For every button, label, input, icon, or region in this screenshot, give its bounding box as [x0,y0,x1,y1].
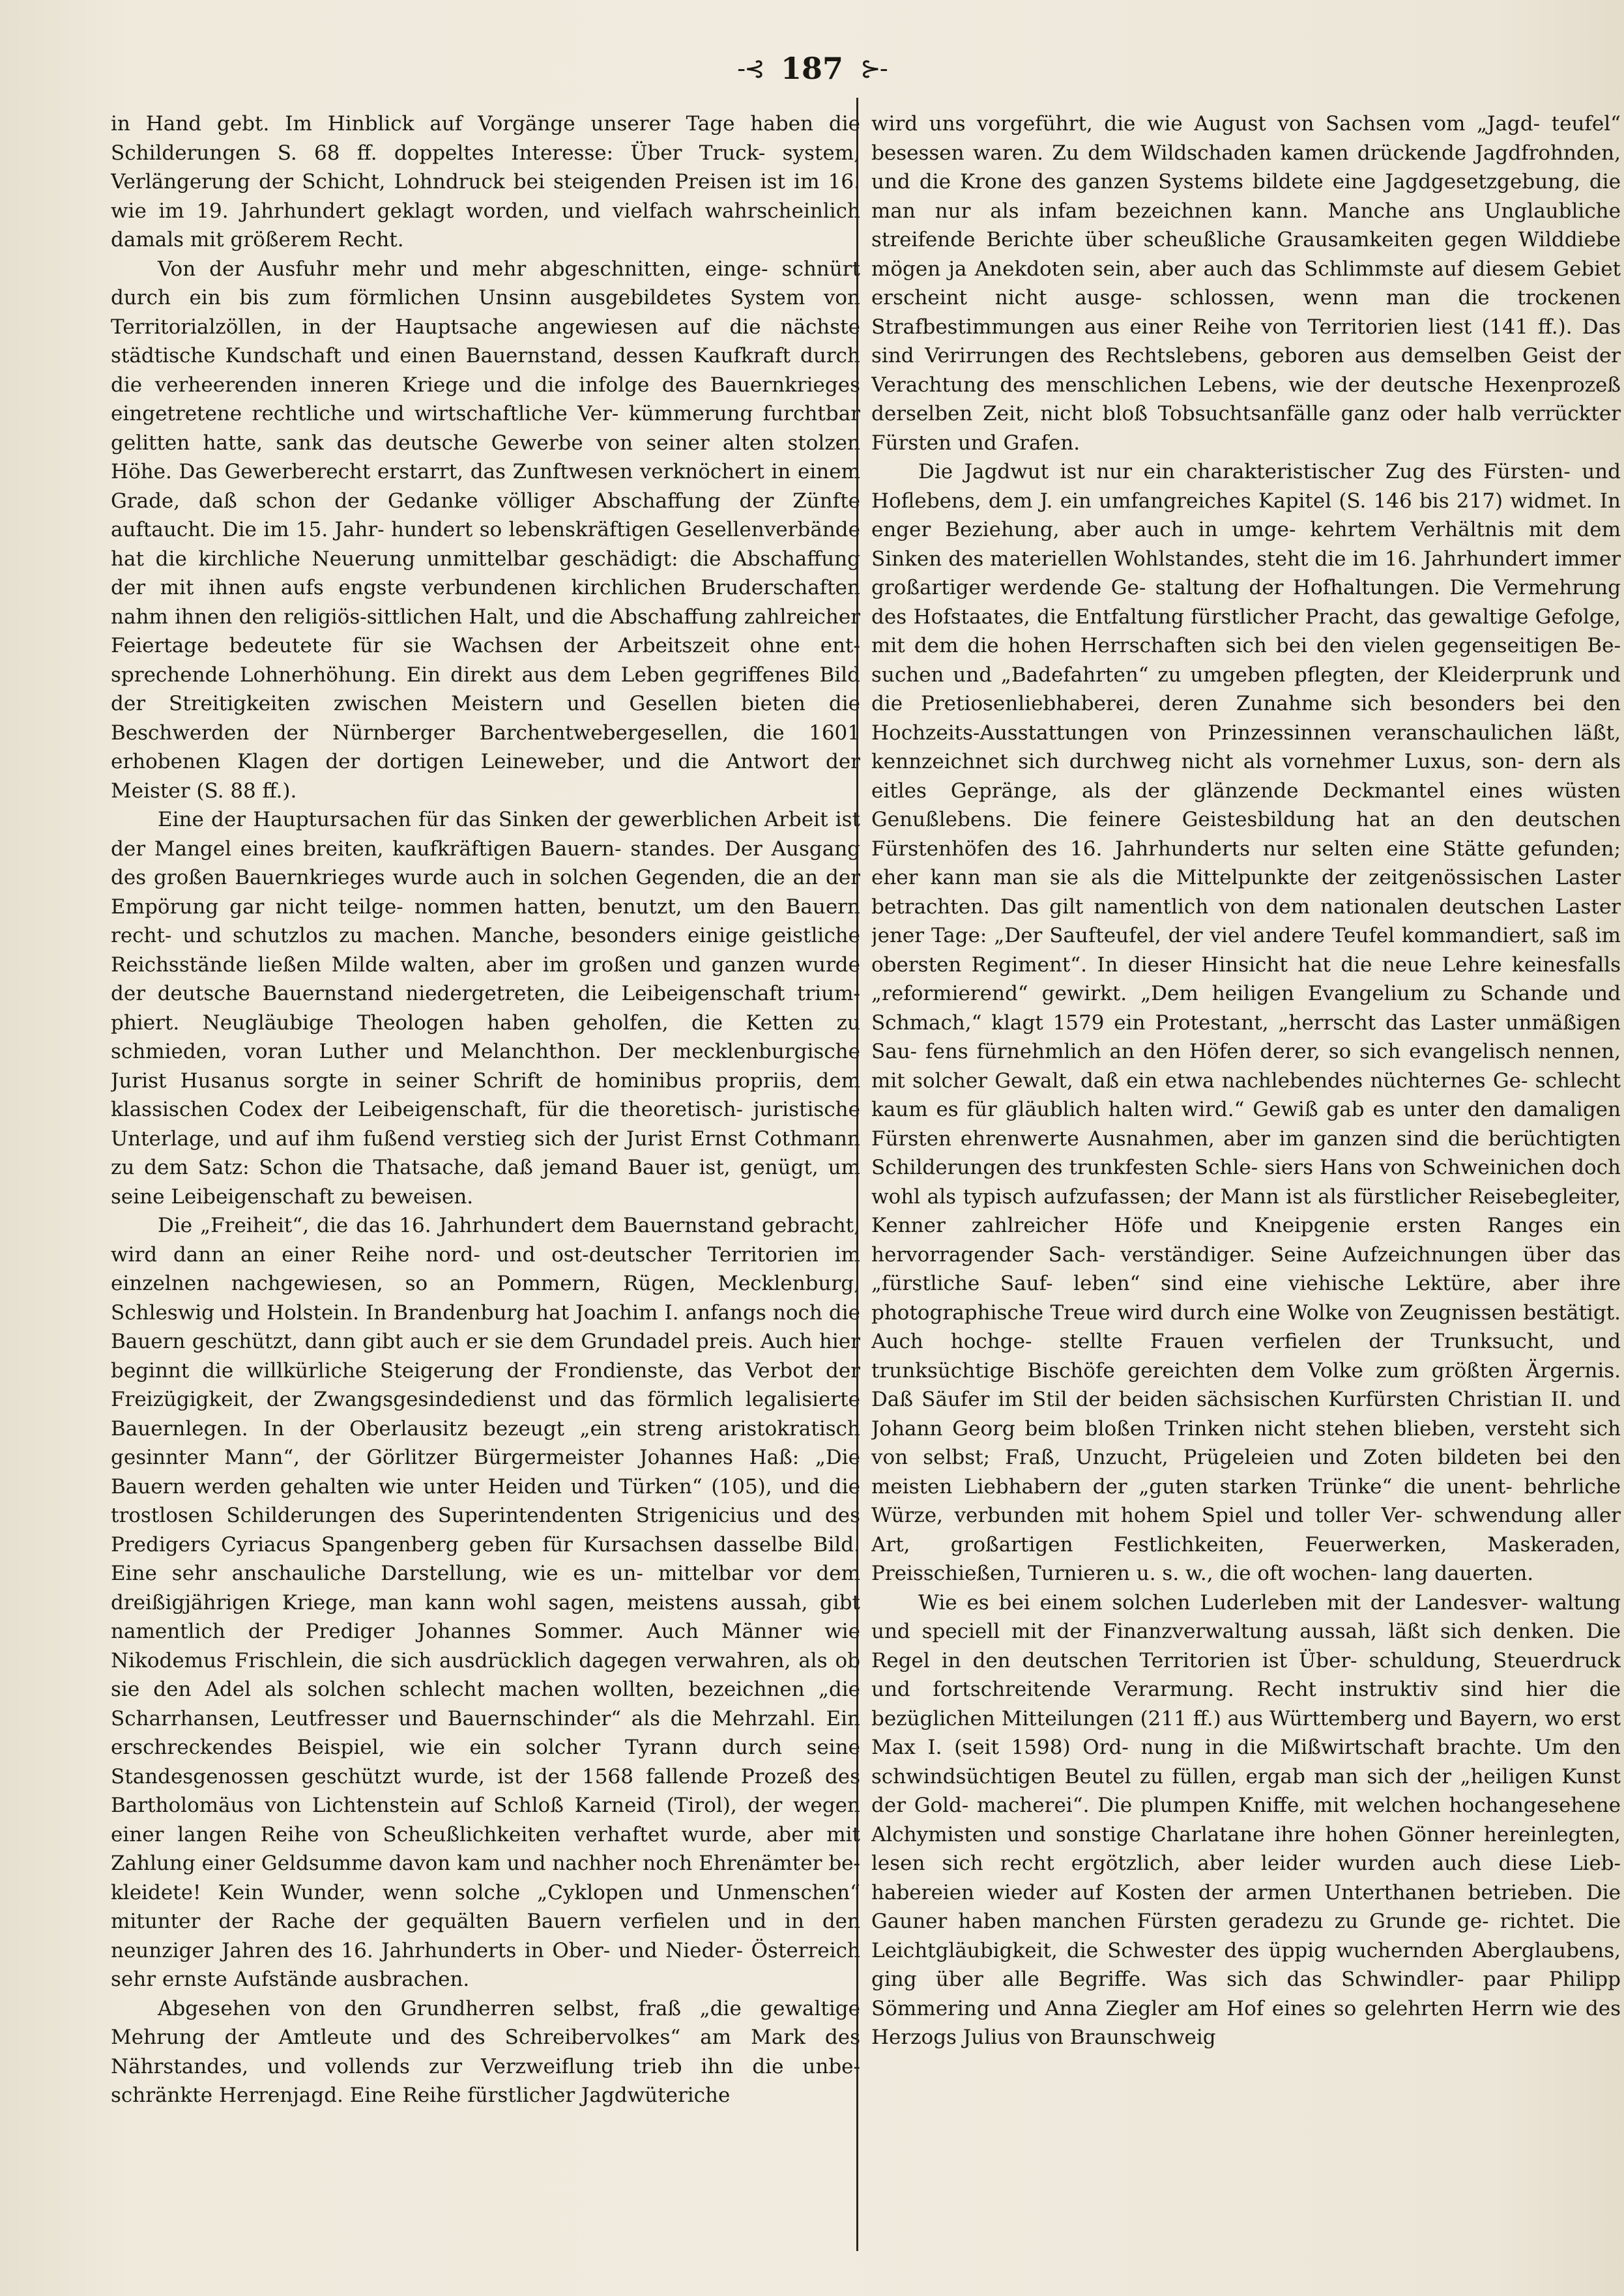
right-paragraph-2: Die Jagdwut ist nur ein charakteristischer Zug des Fürsten- und Hoflebens, dem J. ein umfangreiches Kapitel (S. 146 bis 217) widmet. In enger Beziehung, aber auch in umge- kehrtem Verhältnis mit dem Sinken des materiellen Wohlstandes, steht die im 16. Jahrhundert immer großartiger werdende Ge- staltung der Hofhaltungen. Die Vermehrung des Hofstaates, die Entfaltung fürstlicher Pracht, das gewaltige Gefolge, mit dem die hohen Herrschaften sich bei den vielen gegenseitigen Be- suchen und „Badefahrten“ zu umgeben pflegten, der Kleiderprunk und die Pretiosenliebhaberei, deren Zunahme sich besonders bei den Hochzeits-Ausstattungen von Prinzessinnen veranschaulichen läßt, kennzeichnet sich durchweg nicht als vornehmer Luxus, son- dern als eitles Gepränge, als der glänzende Deckmantel eines wüsten Genußlebens. Die feinere Geistesbildung hat an den deutschen Fürstenhöfen des 16. Jahrhunderts nur selten eine Stätte gefunden; eher kann man sie als die Mittelpunkte der zeitgenössischen Laster betrachten. Das gilt namentlich von dem nationalen deutschen Laster jener Tage: „Der Saufteufel, der viel andere Teufel kommandiert, saß im obersten Regiment“. In dieser Hinsicht hat die neue Lehre keinesfalls „reformierend“ gewirkt. „Dem heiligen Evangelium zu Schande und Schmach,“ klagt 1579 ein Protestant, „herrscht das Laster unmäßigen Sau- fens fürnehmlich an den Höfen derer, so sich evangelisch nennen, mit solcher Gewalt, daß ein etwa nachlebendes nüchternes Ge- schlecht kaum es für gläublich halten wird.“ Gewiß gab es unter den damaligen Fürsten ehrenwerte Ausnahmen, aber im ganzen sind die berüchtigten Schilderungen des trunkfesten Schle- siers Hans von Schweinichen doch wohl als typisch aufzufassen; der Mann ist als fürstlicher Reisebegleiter, Kenner zahlreicher Höfe und Kneipgenie ersten Ranges ein hervorragender Sach- verständiger. Seine Aufzeichnungen über das „fürstliche Sauf- leben“ sind eine viehische Lektüre, aber ihre photographische Treue wird durch eine Wolke von Zeugnissen bestätigt. Auch hochge- stellte Frauen verfielen der Trunksucht, und trunksüchtige Bischöfe gereichten dem Volke zum größten Ärgernis. Daß Säufer im Stil der beiden sächsischen Kurfürsten Christian II. und Johann Georg beim bloßen Trinken nicht stehen blieben, versteht sich von selbst; Fraß, Unzucht, Prügeleien und Zoten bildeten bei den meisten Liebhabern der „guten starken Trünke“ die unent- behrliche Würze, verbunden mit hohem Spiel und toller Ver- schwendung aller Art, großartigen Festlichkeiten, Feuerwerken, Maskeraden, Preisschießen, Turnieren u. s. w., die oft wochen- lang dauerten. [871,460,1621,1585]
right-paragraph-3: Wie es bei einem solchen Luderleben mit der Landesver- waltung und speciell mit der Finanzverwaltung aussah, läßt sich denken. Die Regel in den deutschen Territorien ist Über- schuldung, Steuerdruck und fortschreitende Verarmung. Recht instruktiv sind hier die bezüglichen Mitteilungen (211 ff.) aus Württemberg und Bayern, wo erst Max I. (seit 1598) Ord- nung in die Mißwirtschaft brachte. Um den schwindsüchtigen Beutel zu füllen, ergab man sich der „heiligen Kunst der Gold- macherei“. Die plumpen Kniffe, mit welchen hochangesehene Alchymisten und sonstige Charlatane ihre hohen Gönner hereinlegten, lesen sich recht ergötzlich, aber leider wurden auch diese Lieb- habereien wieder auf Kosten der armen Unterthanen betrieben. Die Gauner haben manchen Fürsten geradezu zu Grunde ge- richtet. Die Leichtgläubigkeit, die Schwester des üppig wuchernden Aberglaubens, ging über alle Begriffe. Was sich das Schwindler- paar Philipp Sömmering und Anna Ziegler am Hof eines so gelehrten Herrn wie des Herzogs Julius von Braunschweig [871,1590,1621,2049]
page-number: 187 [780,51,844,86]
left-column [111,109,860,2253]
left-paragraph-2: Von der Ausfuhr mehr und mehr abgeschnitten, einge- schnürt durch ein bis zum förmlichen Unsinn ausgebildetes System von Territorialzöllen, in der Hauptsache angewiesen auf die nächste städtische Kundschaft und einen Bauernstand, dessen Kaufkraft durch die verheerenden inneren Kriege und die infolge des Bauernkrieges eingetretene rechtliche und wirtschaftliche Ver- kümmerung furchtbar gelitten hatte, sank das deutsche Gewerbe von seiner alten stolzen Höhe. Das Gewerberecht erstarrt, das Zunftwesen verknöchert in einem Grade, daß schon der Gedanke völliger Abschaffung der Zünfte auftaucht. Die im 15. Jahr- hundert so lebenskräftigen Gesellenverbände hat die kirchliche Neuerung unmittelbar geschädigt: die Abschaffung der mit ihnen aufs engste verbundenen kirchlichen Bruderschaften nahm ihnen den religiös-sittlichen Halt, und die Abschaffung zahlreicher Feiertage bedeutete für sie Wachsen der Arbeitszeit ohne ent- sprechende Lohnerhöhung. Ein direkt aus dem Leben gegriffenes Bild der Streitigkeiten zwischen Meistern und Gesellen bieten die Beschwerden der Nürnberger Barchentwebergesellen, die 1601 erhobenen Klagen der dortigen Leineweber, und die Antwort der Meister (S. 88 ff.). [111,257,860,803]
right-paragraph-1: wird uns vorgeführt, die wie August von Sachsen vom „Jagd- teufel“ besessen waren. Zu dem Wildschaden kamen drückende Jagdfrohnden, und die Krone des ganzen Systems bildete eine Jagdgesetzgebung, die man nur als infam bezeichnen kann. Manche ans Unglaubliche streifende Berichte über scheußliche Grausamkeiten gegen Wilddiebe mögen ja Anekdoten sein, aber auch das Schlimmste auf diesem Gebiet erscheint nicht ausge- schlossen, wenn man die trockenen Strafbestimmungen aus einer Reihe von Territorien liest (141 ff.). Das sind Verirrungen des Rechtslebens, geboren aus demselben Geist der Verachtung des menschlichen Lebens, wie der deutsche Hexenprozeß derselben Zeit, nicht bloß Tobsuchtsanfälle ganz oder halb verrückter Fürsten und Grafen. [871,112,1621,455]
page-header [0,39,1624,98]
ornament-right: ⊱- [860,54,887,83]
right-column [871,109,1621,2253]
left-paragraph-5: Abgesehen von den Grundherren selbst, fraß „die gewaltige Mehrung der Amtleute und des Schreibervolkes“ am Mark des Nährstandes, und vollends zur Verzweiflung trieb ihn die unbe- schränkte Herrenjagd. Eine Reihe fürstlicher Jagdwüteriche [111,1996,860,2107]
ornament-left: -⊰ [737,54,764,83]
left-paragraph-4: Die „Freiheit“, die das 16. Jahrhundert dem Bauernstand gebracht, wird dann an einer Reihe nord- und ost-deutscher Territorien im einzelnen nachgewiesen, so an Pommern, Rügen, Mecklenburg, Schleswig und Holstein. In Brandenburg hat Joachim I. anfangs noch die Bauern geschützt, dann gibt auch er sie dem Grundadel preis. Auch hier beginnt die willkürliche Steigerung der Frondienste, das Verbot der Freizügigkeit, der Zwangsgesindedienst und das förmlich legalisierte Bauernlegen. In der Oberlausitz bezeugt „ein streng aristokratisch gesinnter Mann“, der Görlitzer Bürgermeister Johannes Haß: „Die Bauern werden gehalten wie unter Heiden und Türken“ (105), und die trostlosen Schilderungen des Superintendenten Strigenicius und des Predigers Cyriacus Spangenberg geben für Kursachsen dasselbe Bild. Eine sehr anschauliche Darstellung, wie es un- mittelbar vor dem dreißigjährigen Kriege, man kann wohl sagen, meistens aussah, gibt namentlich der Prediger Johannes Sommer. Auch Männer wie Nikodemus Frischlein, die sich ausdrücklich dagegen verwahren, als ob sie den Adel als solchen schlecht machen wollten, bezeichnen „die Scharrhansen, Leutfresser und Bauernschinder“ als die Mehrzahl. Ein erschreckendes Beispiel, wie ein solcher Tyrann durch seine Standesgenossen geschützt wurde, ist der 1568 fallende Prozeß des Bartholomäus von Lichtenstein auf Schloß Karneid (Tirol), der wegen einer langen Reihe von Scheußlichkeiten verhaftet wurde, aber mit Zahlung einer Geldsumme davon kam und nachher noch Ehrenämter be- kleidete! Kein Wunder, wenn solche „Cyklopen und Unmenschen“ mitunter der Rache der gequälten Bauern verfielen und in den neunziger Jahren des 16. Jahrhunderts in Ober- und Nieder- Österreich sehr ernste Aufstände ausbrachen. [111,1214,860,1991]
left-paragraph-1: in Hand gebt. Im Hinblick auf Vorgänge unserer Tage haben die Schilderungen S. 68 ff. doppeltes Interesse: Über Truck- system, Verlängerung der Schicht, Lohndruck bei steigenden Preisen ist im 16. wie im 19. Jahrhundert geklagt worden, und vielfach wahrscheinlich damals mit größerem Recht. [111,112,860,251]
left-paragraph-3: Eine der Hauptursachen für das Sinken der gewerblichen Arbeit ist der Mangel eines breiten, kaufkräftigen Bauern- standes. Der Ausgang des großen Bauernkrieges wurde auch in solchen Gegenden, die an der Empörung gar nicht teilge- nommen hatten, benutzt, um den Bauern recht- und schutzlos zu machen. Manche, besonders einige geistliche Reichsstände ließen Milde walten, aber im großen und ganzen wurde der deutsche Bauernstand niedergetreten, die Leibeigenschaft trium- phiert. Neugläubige Theologen haben geholfen, die Ketten zu schmieden, voran Luther und Melanchthon. Der mecklenburgische Jurist Husanus sorgte in seiner Schrift de hominibus propriis, dem klassischen Codex der Leibeigenschaft, für die theoretisch- juristische Unterlage, und auf ihm fußend verstieg sich der Jurist Ernst Cothmann zu dem Satz: Schon die Thatsache, daß jemand Bauer ist, genügt, um seine Leibeigenschaft zu beweisen. [111,808,860,1209]
